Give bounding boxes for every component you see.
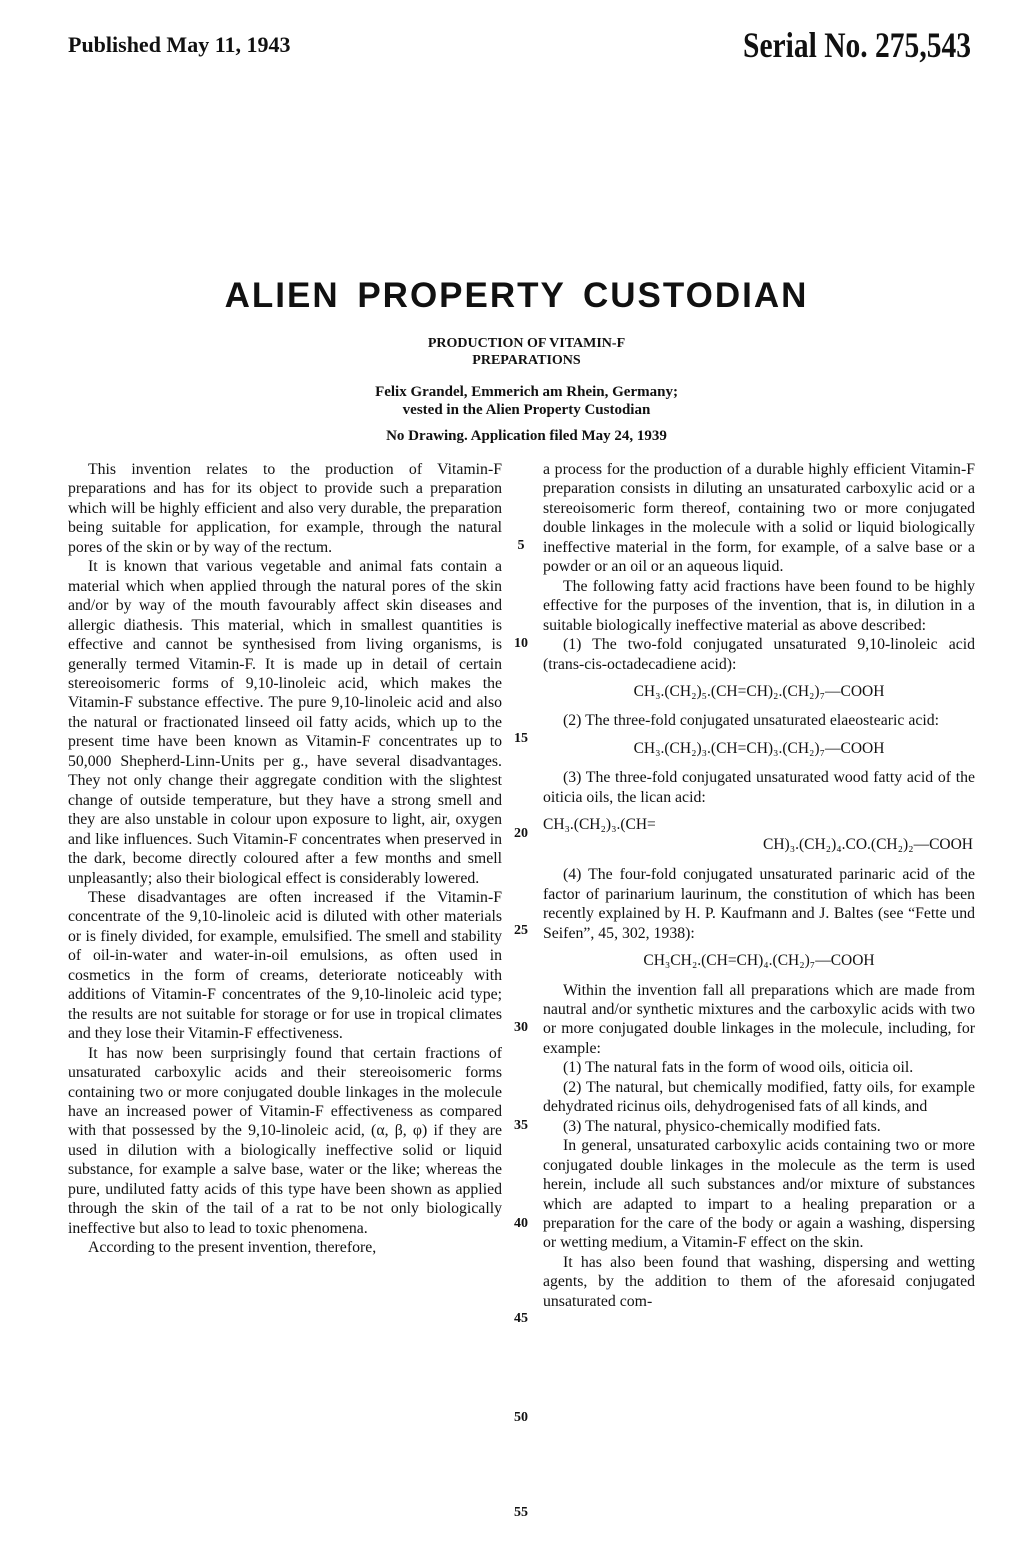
paragraph: It has also been found that washing, dispersing and wetting agents, by the addition to them of the aforesaid conjugated unsaturated com- — [543, 1253, 975, 1310]
line-number: 40 — [514, 1216, 528, 1231]
inventor-block — [0, 383, 1033, 419]
list-item: (4) The four-fold conjugated unsaturated parinaric acid of the factor of parinarium laurinum, the constitution of which has been recently explained by H. P. Kaufmann and J. Baltes (see “Fette und Seifen”, 45, 302, 1938): — [543, 866, 975, 942]
inventor-line-1: Felix Grandel, Emmerich am Rhein, Germany; — [375, 384, 678, 400]
line-number: 15 — [514, 731, 528, 746]
list-item: (2) The three-fold conjugated unsaturated elaeostearic acid: — [563, 712, 940, 730]
formula-line-2: CH)₃.(CH₂)₄.CO.(CH₂)₂—COOH — [763, 836, 973, 854]
paragraph: It is known that various vegetable and animal fats contain a material which when applied through the natural pores of the skin and/or by way of the mouth favourably affect skin diseases and allergic diathesis. This material, which in smallest quantities is effective and cannot be synthesised from living organisms, is generally termed Vitamin-F. It is made up in detail of certain stereoisomeric forms of 9,10-linoleic acid, which makes the Vitamin-F substance effective. The pure 9,10-linoleic acid and also the natural or fractionated linseed oil fatty acids, which up to the present time have been known as Vitamin-F concentrates up to 50,000 Shepherd-Linn-Units per g., have several disadvantages. They not only change their aggregate condition with the slightest change of outside temperature, but they have a strong smell and they are also unstable in colour upon exposure to light, air, oxygen and like influences. Such Vitamin-F concentrates when preserved in the dark, become directly coloured after a few months and smell unpleasantly; also their biological effect is considerably lowered. — [68, 558, 502, 887]
line-number: 25 — [514, 923, 528, 938]
serial-number: Serial No. 275,543 — [743, 25, 971, 65]
left-column — [68, 460, 502, 1258]
paragraph: This invention relates to the production of Vitamin-F preparations and has for its object to provide such a preparation which will be highly efficient and also very durable, the preparation being suitable for application, for example, through the natural pores of the skin or by way of the rectum. — [68, 461, 502, 556]
line-number: 45 — [514, 1311, 528, 1326]
published-date: Published May 11, 1943 — [68, 32, 291, 57]
paragraph: a process for the production of a durable highly efficient Vitamin-F preparation consists in diluting an unsaturated carboxylic acid or a stereoisomeric form thereof, containing two or more conjugated double linkages in the molecule with a solid or liquid biologically ineffective material in the form, for example, of a salve base or a powder or an oil or an aqueous liquid. — [543, 461, 975, 576]
subtitle-line-1: PRODUCTION OF VITAMIN-F — [427, 336, 626, 351]
list-item: (3) The natural, physico-chemically modified fats. — [563, 1117, 881, 1135]
line-number: 30 — [514, 1020, 528, 1035]
right-column — [543, 460, 975, 1311]
chemical-formula: CH₃CH₂.(CH=CH)₄.(CH₂)₇—COOH — [643, 952, 875, 970]
line-number: 50 — [514, 1410, 528, 1425]
paragraph: Within the invention fall all preparations which are made from nautral and/or synthetic mixtures and the carboxylic acids with two or more conjugated double linkages in the molecule, including, for example: — [543, 981, 975, 1057]
inventor-line-2: vested in the Alien Property Custodian — [402, 402, 651, 418]
formula-line-1: CH₃.(CH₂)₃.(CH= — [543, 816, 656, 834]
line-number: 20 — [514, 826, 528, 841]
chemical-formula — [543, 815, 975, 855]
chemical-formula: CH₃.(CH₂)₅.(CH=CH)₂.(CH₂)₇—COOH — [633, 682, 885, 700]
paragraph: It has now been surprisingly found that certain fractions of unsaturated carboxylic acids and their stereoisomeric forms containing two or more conjugated double linkages in the molecule have an increased power of Vitamin-F effectiveness as compared with that possessed by the 9,10-linoleic acid, (α, β, φ) if they are used in dilution with a biologically ineffective solid or liquid substance, for example a salve base, water or the like; whereas the pure, undiluted fatty acids of this type have been shown as applied through the skin of the tail of a rat to be not only biologically ineffective but also to lead to toxic phenomena. — [68, 1044, 502, 1237]
filing-info: No Drawing. Application filed May 24, 1939 — [386, 428, 667, 444]
line-number: 10 — [514, 636, 528, 651]
list-item: (3) The three-fold conjugated unsaturated wood fatty acid of the oiticia oils, the lican acid: — [543, 769, 975, 806]
paragraph: In general, unsaturated carboxylic acids containing two or more conjugated double linkages in the molecule as the term is used herein, include all such substances and/or mixture of substances which are adapted to impart to a healing preparation or a preparation for the care of the body or again a washing, dispersing or wetting medium, a Vitamin-F effect on the skin. — [543, 1137, 975, 1252]
paragraph: The following fatty acid fractions have been found to be highly effective for the purposes of the invention, that is, in dilution in a suitable biologically ineffective material as above described: — [543, 577, 975, 634]
subtitle-line-2: PREPARATIONS — [472, 353, 581, 368]
line-number: 35 — [514, 1118, 528, 1133]
line-number: 55 — [514, 1505, 528, 1520]
chemical-formula: CH₃.(CH₂)₃.(CH=CH)₃.(CH₂)₇—COOH — [633, 739, 885, 757]
list-item: (2) The natural, but chemically modified, fatty oils, for example dehydrated ricinus oils, dehydrogenised fats of all kinds, and — [543, 1078, 975, 1116]
line-number: 5 — [517, 538, 525, 553]
list-item: (1) The two-fold conjugated unsaturated 9,10-linoleic acid (trans-cis-octadecadiene acid): — [543, 636, 975, 673]
paragraph: According to the present invention, therefore, — [88, 1239, 377, 1257]
list-item: (1) The natural fats in the form of wood oils, oiticia oil. — [563, 1059, 914, 1077]
paragraph: These disadvantages are often increased if the Vitamin-F concentrate of the 9,10-linoleic acid is diluted with other materials or is finely divided, for example, emulsified. The smell and stability of oil-in-water and water-in-oil emulsions, as often used in cosmetics in the form of creams, deteriorate noticeably with additions of Vitamin-F concentrates of the 9,10-linoleic acid type; the results are not suitable for storage or for use in tropical climates and they lose their Vitamin-F effectiveness. — [68, 888, 502, 1043]
page-title: ALIEN PROPERTY CUSTODIAN — [224, 276, 809, 315]
document-subtitle — [0, 335, 1033, 369]
